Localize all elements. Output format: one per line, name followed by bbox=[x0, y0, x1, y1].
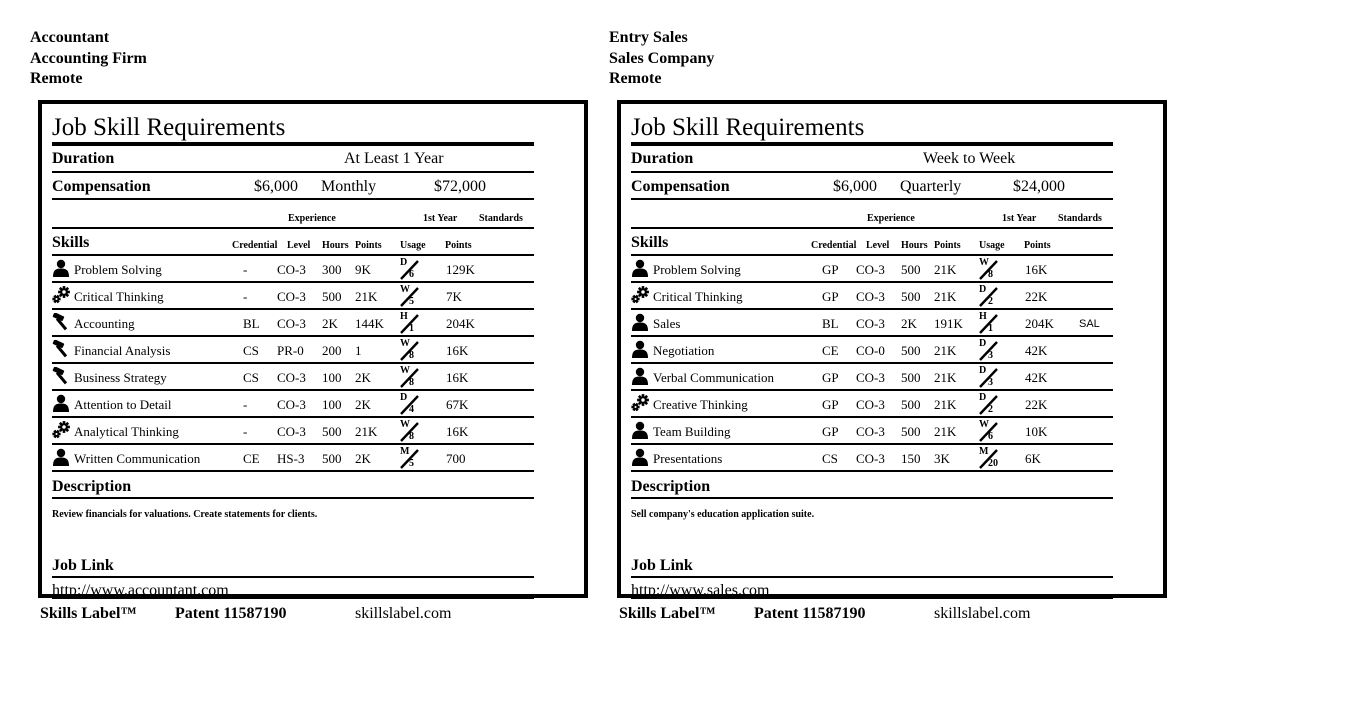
skill-row bbox=[631, 445, 1113, 472]
description-text: Sell company's education application suite. bbox=[631, 509, 815, 520]
skill-name: Team Building bbox=[653, 424, 731, 439]
usage-fraction bbox=[978, 447, 1002, 469]
usage-frequency: H bbox=[979, 311, 987, 322]
skill-name: Attention to Detail bbox=[74, 397, 172, 412]
hammer-icon bbox=[52, 340, 72, 358]
skill-row bbox=[52, 391, 534, 418]
skills-table bbox=[631, 256, 1113, 472]
column-headers-row bbox=[52, 229, 534, 256]
usage-frequency: D bbox=[400, 257, 408, 268]
job-link-header-row bbox=[52, 550, 534, 578]
skill-level: CO-3 bbox=[277, 262, 306, 277]
usage-fraction bbox=[399, 258, 423, 280]
person-icon bbox=[52, 448, 72, 466]
header-first-year-points: Points bbox=[445, 240, 472, 251]
usage-fraction bbox=[978, 393, 1002, 415]
job-location: Remote bbox=[609, 70, 662, 87]
compensation-row bbox=[52, 173, 534, 200]
footer-brand: Skills Label™ bbox=[619, 605, 716, 622]
skill-hours: 200 bbox=[322, 343, 342, 358]
skill-first-year-points: 129K bbox=[446, 262, 475, 277]
usage-amount: 8 bbox=[409, 431, 414, 442]
duration-row bbox=[52, 146, 534, 173]
skill-hours: 500 bbox=[901, 262, 921, 277]
skill-hours: 500 bbox=[322, 424, 342, 439]
compensation-label: Compensation bbox=[52, 178, 151, 195]
card-title: Job Skill Requirements bbox=[52, 104, 534, 146]
compensation-period: Quarterly bbox=[900, 178, 962, 195]
skill-name: Analytical Thinking bbox=[74, 424, 179, 439]
skill-name: Problem Solving bbox=[653, 262, 741, 277]
header-points: Points bbox=[355, 240, 382, 251]
footer-brand: Skills Label™ bbox=[40, 605, 137, 622]
usage-amount: 3 bbox=[988, 350, 993, 361]
skill-hours: 2K bbox=[322, 316, 338, 331]
skill-standard: SAL bbox=[1079, 318, 1100, 330]
skill-points: 1 bbox=[355, 343, 362, 358]
gears-icon bbox=[52, 286, 72, 304]
group-experience: Experience bbox=[288, 213, 336, 224]
job-link-url[interactable]: http://www.sales.com bbox=[631, 578, 1113, 599]
skill-hours: 500 bbox=[901, 343, 921, 358]
skill-row bbox=[52, 445, 534, 472]
description-label: Description bbox=[631, 478, 711, 495]
skill-row bbox=[631, 256, 1113, 283]
skill-row bbox=[631, 310, 1113, 337]
column-groups-row bbox=[52, 200, 534, 229]
usage-fraction bbox=[978, 258, 1002, 280]
skill-credential: GP bbox=[822, 370, 839, 385]
person-icon bbox=[52, 394, 72, 412]
usage-frequency: M bbox=[979, 446, 989, 457]
duration-label: Duration bbox=[631, 150, 694, 167]
job-link-label: Job Link bbox=[52, 557, 114, 574]
skill-credential: - bbox=[243, 289, 248, 304]
skill-hours: 300 bbox=[322, 262, 342, 277]
usage-fraction bbox=[978, 420, 1002, 442]
skill-name: Negotiation bbox=[653, 343, 715, 358]
header-first-year-points: Points bbox=[1024, 240, 1051, 251]
person-icon bbox=[631, 448, 651, 466]
skill-credential: CS bbox=[243, 370, 259, 385]
usage-amount: 1 bbox=[409, 323, 414, 334]
skill-level: CO-3 bbox=[277, 370, 306, 385]
job-location: Remote bbox=[30, 70, 83, 87]
duration-label: Duration bbox=[52, 150, 115, 167]
usage-fraction bbox=[399, 312, 423, 334]
skill-name: Sales bbox=[653, 316, 681, 331]
header-skills: Skills bbox=[631, 234, 669, 251]
skill-credential: GP bbox=[822, 262, 839, 277]
usage-amount: 8 bbox=[988, 269, 993, 280]
skill-level: CO-3 bbox=[277, 316, 306, 331]
header-hours: Hours bbox=[322, 240, 349, 251]
skill-hours: 500 bbox=[901, 424, 921, 439]
group-standards: Standards bbox=[479, 213, 523, 224]
skill-first-year-points: 16K bbox=[446, 370, 469, 385]
skill-name: Presentations bbox=[653, 451, 723, 466]
header-credential: Credential bbox=[811, 240, 857, 251]
usage-frequency: D bbox=[979, 338, 987, 349]
skill-points: 21K bbox=[355, 424, 378, 439]
description-header-row bbox=[631, 472, 1113, 499]
skill-row bbox=[52, 283, 534, 310]
skill-name: Written Communication bbox=[74, 451, 201, 466]
description-text: Review financials for valuations. Create statements for clients. bbox=[52, 509, 318, 520]
skill-points: 2K bbox=[355, 397, 371, 412]
skill-name: Verbal Communication bbox=[653, 370, 774, 385]
header-usage: Usage bbox=[979, 240, 1005, 251]
skill-hours: 150 bbox=[901, 451, 921, 466]
skill-credential: BL bbox=[822, 316, 839, 331]
job-title: Accountant bbox=[30, 29, 110, 46]
skill-level: CO-3 bbox=[277, 397, 306, 412]
skill-credential: - bbox=[243, 397, 248, 412]
usage-fraction bbox=[978, 339, 1002, 361]
footer-patent: Patent 11587190 bbox=[754, 605, 866, 622]
skill-points: 21K bbox=[934, 424, 957, 439]
group-first-year: 1st Year bbox=[423, 213, 458, 224]
skill-first-year-points: 7K bbox=[446, 289, 462, 304]
skill-points: 2K bbox=[355, 451, 371, 466]
skill-credential: - bbox=[243, 262, 248, 277]
skill-row bbox=[52, 310, 534, 337]
skill-first-year-points: 42K bbox=[1025, 343, 1048, 358]
skill-points: 144K bbox=[355, 316, 384, 331]
compensation-amount: $6,000 bbox=[254, 178, 298, 195]
skill-points: 2K bbox=[355, 370, 371, 385]
usage-fraction bbox=[399, 393, 423, 415]
skill-level: CO-3 bbox=[856, 262, 885, 277]
skill-level: CO-3 bbox=[277, 289, 306, 304]
skill-level: CO-3 bbox=[856, 397, 885, 412]
skill-row bbox=[631, 283, 1113, 310]
usage-frequency: D bbox=[979, 392, 987, 403]
job-link-url[interactable]: http://www.accountant.com bbox=[52, 578, 534, 599]
duration-row bbox=[631, 146, 1113, 173]
skill-first-year-points: 22K bbox=[1025, 289, 1048, 304]
skill-points: 21K bbox=[355, 289, 378, 304]
usage-frequency: D bbox=[979, 284, 987, 295]
compensation-label: Compensation bbox=[631, 178, 730, 195]
skill-level: CO-3 bbox=[856, 316, 885, 331]
skill-level: CO-3 bbox=[856, 424, 885, 439]
skill-row bbox=[631, 364, 1113, 391]
usage-frequency: W bbox=[979, 257, 989, 268]
person-icon bbox=[631, 340, 651, 358]
usage-frequency: W bbox=[400, 338, 410, 349]
gears-icon bbox=[631, 286, 651, 304]
skill-first-year-points: 16K bbox=[446, 424, 469, 439]
header-level: Level bbox=[287, 240, 311, 251]
footer-patent: Patent 11587190 bbox=[175, 605, 287, 622]
skill-credential: GP bbox=[822, 424, 839, 439]
skill-credential: - bbox=[243, 424, 248, 439]
job-title: Entry Sales bbox=[609, 29, 688, 46]
usage-fraction bbox=[399, 285, 423, 307]
header-level: Level bbox=[866, 240, 890, 251]
skill-hours: 100 bbox=[322, 370, 342, 385]
skill-points: 21K bbox=[934, 289, 957, 304]
gears-icon bbox=[631, 394, 651, 412]
skills-table bbox=[52, 256, 534, 472]
person-icon bbox=[631, 421, 651, 439]
skill-level: CO-0 bbox=[856, 343, 885, 358]
compensation-period: Monthly bbox=[321, 178, 377, 195]
compensation-row bbox=[631, 173, 1113, 200]
skill-name: Critical Thinking bbox=[653, 289, 743, 304]
usage-frequency: W bbox=[400, 419, 410, 430]
skill-credential: CE bbox=[243, 451, 260, 466]
skill-first-year-points: 67K bbox=[446, 397, 469, 412]
skill-points: 21K bbox=[934, 343, 957, 358]
usage-fraction bbox=[399, 447, 423, 469]
usage-fraction bbox=[399, 339, 423, 361]
skill-credential: GP bbox=[822, 397, 839, 412]
header-hours: Hours bbox=[901, 240, 928, 251]
usage-amount: 4 bbox=[409, 404, 414, 415]
card-title: Job Skill Requirements bbox=[631, 104, 1113, 146]
skill-name: Creative Thinking bbox=[653, 397, 748, 412]
skill-points: 21K bbox=[934, 370, 957, 385]
header-skills: Skills bbox=[52, 234, 90, 251]
skill-first-year-points: 22K bbox=[1025, 397, 1048, 412]
usage-amount: 6 bbox=[409, 269, 414, 280]
group-experience: Experience bbox=[867, 213, 915, 224]
usage-amount: 20 bbox=[988, 458, 998, 469]
column-headers-row bbox=[631, 229, 1113, 256]
skill-row bbox=[631, 418, 1113, 445]
label-footer bbox=[40, 605, 452, 623]
skill-requirements-card bbox=[617, 100, 1167, 598]
skill-hours: 500 bbox=[322, 451, 342, 466]
skill-points: 21K bbox=[934, 397, 957, 412]
usage-amount: 2 bbox=[988, 404, 993, 415]
label-footer bbox=[619, 605, 1031, 623]
skills-label-left bbox=[30, 28, 570, 622]
skill-row bbox=[52, 256, 534, 283]
skill-name: Financial Analysis bbox=[74, 343, 171, 358]
skill-first-year-points: 204K bbox=[446, 316, 475, 331]
skill-first-year-points: 16K bbox=[1025, 262, 1048, 277]
skill-first-year-points: 42K bbox=[1025, 370, 1048, 385]
hammer-icon bbox=[52, 313, 72, 331]
skill-name: Accounting bbox=[74, 316, 135, 331]
skill-row bbox=[52, 418, 534, 445]
usage-frequency: D bbox=[400, 392, 408, 403]
usage-amount: 2 bbox=[988, 296, 993, 307]
footer-site[interactable]: skillslabel.com bbox=[934, 605, 1031, 622]
skill-hours: 2K bbox=[901, 316, 917, 331]
usage-amount: 5 bbox=[409, 458, 414, 469]
person-icon bbox=[631, 367, 651, 385]
skill-first-year-points: 10K bbox=[1025, 424, 1048, 439]
usage-fraction bbox=[978, 285, 1002, 307]
usage-frequency: H bbox=[400, 311, 408, 322]
job-link-label: Job Link bbox=[631, 557, 693, 574]
header-usage: Usage bbox=[400, 240, 426, 251]
skill-name: Business Strategy bbox=[74, 370, 167, 385]
skill-hours: 100 bbox=[322, 397, 342, 412]
skill-row bbox=[52, 337, 534, 364]
skill-points: 21K bbox=[934, 262, 957, 277]
usage-amount: 8 bbox=[409, 377, 414, 388]
usage-frequency: D bbox=[979, 365, 987, 376]
gears-icon bbox=[52, 421, 72, 439]
compensation-annual: $72,000 bbox=[434, 178, 486, 195]
usage-fraction bbox=[978, 312, 1002, 334]
group-standards: Standards bbox=[1058, 213, 1102, 224]
skill-requirements-card bbox=[38, 100, 588, 598]
usage-frequency: M bbox=[400, 446, 410, 457]
skill-credential: CS bbox=[822, 451, 838, 466]
header-points: Points bbox=[934, 240, 961, 251]
skill-credential: CS bbox=[243, 343, 259, 358]
person-icon bbox=[631, 259, 651, 277]
skill-level: CO-3 bbox=[856, 370, 885, 385]
skill-points: 9K bbox=[355, 262, 371, 277]
job-link-header-row bbox=[631, 550, 1113, 578]
usage-fraction bbox=[978, 366, 1002, 388]
skill-first-year-points: 700 bbox=[446, 451, 466, 466]
usage-amount: 1 bbox=[988, 323, 993, 334]
footer-site[interactable]: skillslabel.com bbox=[355, 605, 452, 622]
duration-value: Week to Week bbox=[923, 150, 1016, 167]
skill-level: CO-3 bbox=[856, 289, 885, 304]
skills-label-right bbox=[609, 28, 1149, 622]
skill-name: Critical Thinking bbox=[74, 289, 164, 304]
skill-hours: 500 bbox=[901, 397, 921, 412]
usage-amount: 3 bbox=[988, 377, 993, 388]
usage-amount: 8 bbox=[409, 350, 414, 361]
skill-points: 191K bbox=[934, 316, 963, 331]
duration-value: At Least 1 Year bbox=[344, 150, 444, 167]
skill-level: PR-0 bbox=[277, 343, 304, 358]
usage-frequency: W bbox=[400, 365, 410, 376]
description-header-row bbox=[52, 472, 534, 499]
description-label: Description bbox=[52, 478, 132, 495]
skill-first-year-points: 6K bbox=[1025, 451, 1041, 466]
usage-frequency: W bbox=[400, 284, 410, 295]
usage-fraction bbox=[399, 366, 423, 388]
company-name: Accounting Firm bbox=[30, 49, 147, 67]
skill-credential: GP bbox=[822, 289, 839, 304]
company-name: Sales Company bbox=[609, 49, 715, 67]
person-icon bbox=[631, 313, 651, 331]
column-groups-row bbox=[631, 200, 1113, 229]
skill-points: 3K bbox=[934, 451, 950, 466]
usage-amount: 5 bbox=[409, 296, 414, 307]
usage-frequency: W bbox=[979, 419, 989, 430]
skill-name: Problem Solving bbox=[74, 262, 162, 277]
skill-credential: CE bbox=[822, 343, 839, 358]
skill-hours: 500 bbox=[901, 289, 921, 304]
skill-level: CO-3 bbox=[277, 424, 306, 439]
skill-level: CO-3 bbox=[856, 451, 885, 466]
skill-row bbox=[631, 391, 1113, 418]
compensation-annual: $24,000 bbox=[1013, 178, 1065, 195]
hammer-icon bbox=[52, 367, 72, 385]
usage-amount: 6 bbox=[988, 431, 993, 442]
skill-first-year-points: 16K bbox=[446, 343, 469, 358]
skill-first-year-points: 204K bbox=[1025, 316, 1054, 331]
skill-hours: 500 bbox=[901, 370, 921, 385]
header-credential: Credential bbox=[232, 240, 278, 251]
skill-row bbox=[52, 364, 534, 391]
skill-row bbox=[631, 337, 1113, 364]
group-first-year: 1st Year bbox=[1002, 213, 1037, 224]
skill-credential: BL bbox=[243, 316, 260, 331]
skill-level: HS-3 bbox=[277, 451, 305, 466]
compensation-amount: $6,000 bbox=[833, 178, 877, 195]
skill-hours: 500 bbox=[322, 289, 342, 304]
person-icon bbox=[52, 259, 72, 277]
usage-fraction bbox=[399, 420, 423, 442]
